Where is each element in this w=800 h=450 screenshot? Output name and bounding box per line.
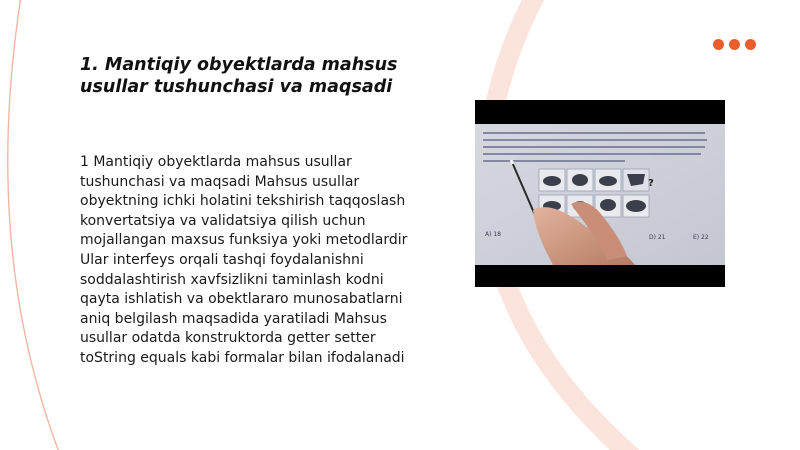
answer-option-a: A) 18 <box>485 231 501 238</box>
accent-dot <box>745 39 756 50</box>
accent-dot <box>729 39 740 50</box>
slide-body-text: 1 Mantiqiy obyektlarda mahsus usullar tushunchasi va maqsadi Mahsus usullar obyektning ichki holatini tekshirish taqqoslash konvertatsiya va validatsiya qilish uchun mojallangan maxsus funksiya yoki metodlardir Ular interfeys orqali tashqi foydalanishni soddalashtirish xavfsizlikni taminlash kodni qayta ishlatish va obektlararo munosabatlarni aniq belgilash maqsadida yaratiladi Mahsus usullar odatda konstruktorda getter setter toString equals kabi formalar bilan ifodalanadi <box>80 154 408 366</box>
answer-option-d: D) 21 <box>649 234 666 241</box>
worksheet-photo <box>475 100 725 287</box>
decorative-arc-thin <box>8 0 62 450</box>
answer-option-e: E) 22 <box>693 234 709 241</box>
puzzle-question-mark: ? <box>648 178 654 189</box>
slide-title: 1. Mantiqiy obyektlarda mahsus usullar tushunchasi va maqsadi <box>80 55 398 97</box>
video-frame-image <box>475 100 725 287</box>
accent-dots <box>713 39 756 50</box>
accent-dot <box>713 39 724 50</box>
